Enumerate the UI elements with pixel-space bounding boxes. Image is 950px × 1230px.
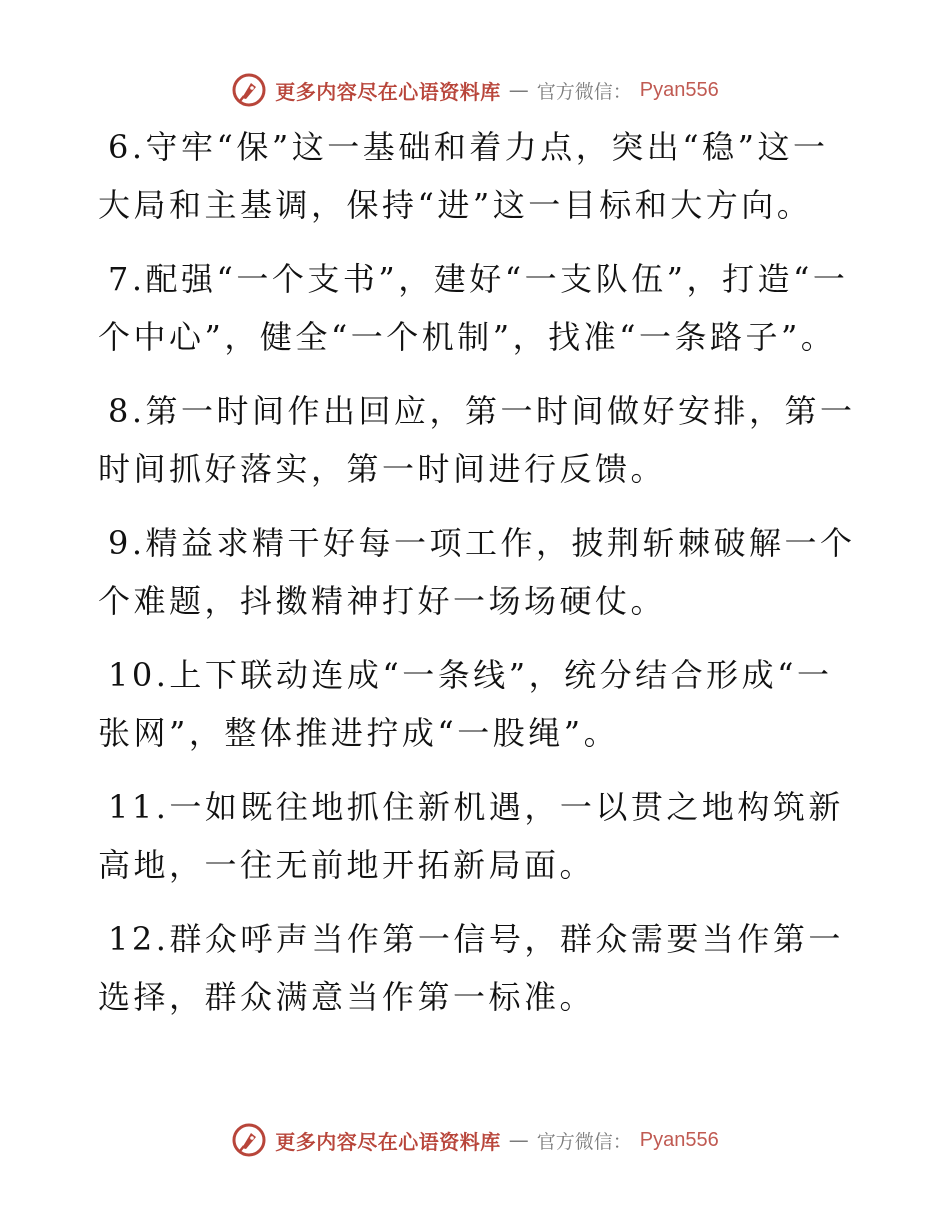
pen-nib-logo-icon xyxy=(231,72,267,108)
list-item-6: 6.守牢“保”这一基础和着力点，突出“稳”这一大局和主基调，保持“进”这一目标和大方向。 xyxy=(98,128,829,224)
document-body xyxy=(98,118,858,1042)
separator: — xyxy=(508,78,529,102)
list-item-12: 12.群众呼声当作第一信号，群众需要当作第一选择，群众满意当作第一标准。 xyxy=(98,920,844,1016)
list-item-8: 8.第一时间作出回应，第一时间做好安排，第一时间抓好落实，第一时间进行反馈。 xyxy=(98,392,856,488)
wechat-label: 官方微信： xyxy=(536,80,632,103)
wechat-label: 官方微信： xyxy=(536,1130,632,1153)
list-item-7: 7.配强“一个支书”，建好“一支队伍”，打造“一个中心”，健全“一个机制”，找准“一条路子”。 xyxy=(98,260,849,356)
pen-nib-logo-icon xyxy=(231,1122,267,1158)
brand-text: 更多内容尽在心语资料库 xyxy=(275,1129,501,1154)
list-item-11: 11.一如既往地抓住新机遇，一以贯之地构筑新高地，一往无前地开拓新局面。 xyxy=(98,788,844,884)
wechat-id: Pyan556 xyxy=(639,1128,719,1151)
wechat-id: Pyan556 xyxy=(639,78,719,101)
footer-banner xyxy=(0,1120,950,1160)
list-item-10: 10.上下联动连成“一条线”，统分结合形成“一张网”，整体推进拧成“一股绳”。 xyxy=(98,656,833,752)
brand-text: 更多内容尽在心语资料库 xyxy=(275,79,501,104)
list-item-9: 9.精益求精干好每一项工作，披荆斩棘破解一个个难题，抖擞精神打好一场场硬仗。 xyxy=(98,524,856,620)
header-banner xyxy=(0,70,950,110)
separator: — xyxy=(508,1128,529,1152)
